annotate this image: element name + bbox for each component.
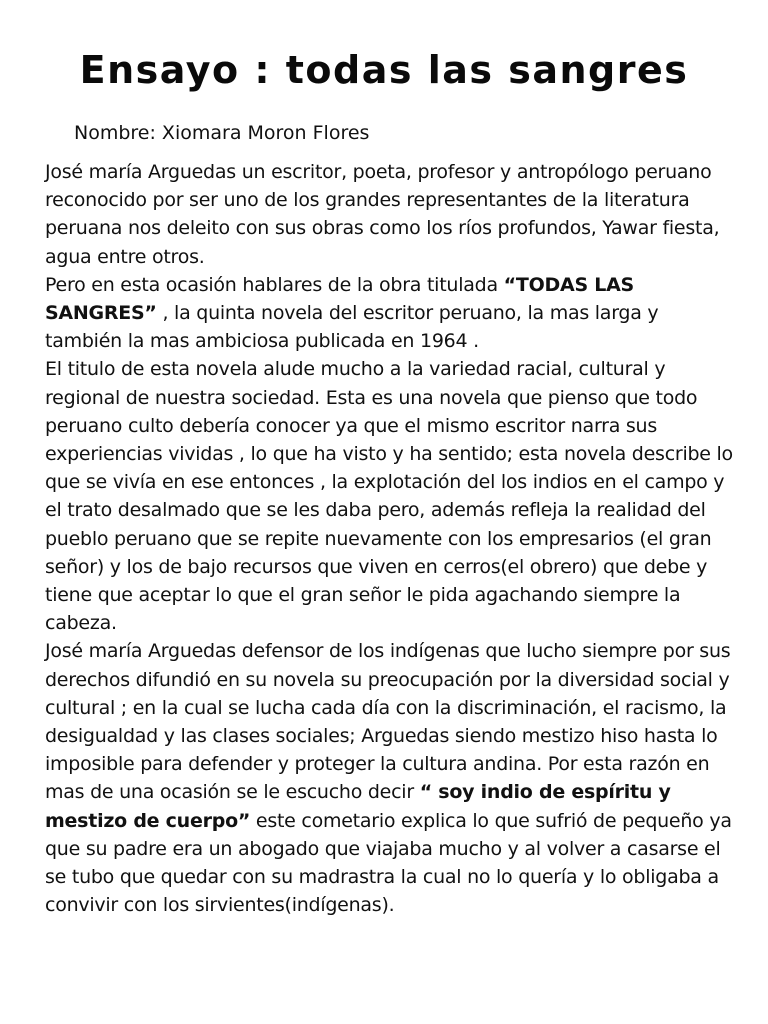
paragraph-2-text-after: , la quinta novela del escritor peruano, la mas larga y también la mas ambiciosa publicada en 1964 . [45,302,659,353]
paragraph-2-text-before: Pero en esta ocasión hablares de la obra titulada [45,273,504,296]
author-line: Nombre: Xiomara Moron Flores [74,122,370,144]
essay-title: Ensayo : todas las sangres [79,48,689,92]
paragraph-2 [45,271,735,356]
work-title-quote: “TODAS LAS SANGRES” [45,273,634,325]
paragraph-1: José maría Arguedas un escritor, poeta, profesor y antropólogo peruano reconocido por ser uno de los grandes representantes de la literatura peruana nos deleito con sus obras como los ríos profundos, Yawar fiesta, agua entre otros. [45,161,720,268]
essay-body [45,158,735,919]
paragraph-3: El titulo de esta novela alude mucho a la variedad racial, cultural y regional de nuestra sociedad. Esta es una novela que pienso que todo peruano culto debería conocer ya que el mismo escritor narra sus experiencias vividas , lo que ha visto y ha sentido; esta novela describe lo que se vivía en ese entonces , la explotación del los indios en el campo y el trato desalmado que se les daba pero, además refleja la realidad del pueblo peruano que se repite nuevamente con los empresarios (el gran señor) y los de bajo recursos que viven en cerros(el obrero) que debe y tiene que aceptar lo que el gran señor le pida agachando siempre la cabeza. [45,358,733,635]
arguedas-quote: “ soy indio de espíritu y mestizo de cuerpo” [45,781,671,832]
paragraph-4-text-after: este cometario explica lo que sufrió de pequeño ya que su padre era un abogado que viajaba mucho y al volver a casarse el se tubo que quedar con su madrastra la cual no lo quería y lo obligaba a convivir con los sirvientes(indígenas). [45,809,732,917]
paragraph-4 [45,637,735,919]
paragraph-4-text-before: José maría Arguedas defensor de los indígenas que lucho siempre por sus derechos difundió en su novela su preocupación por la diversidad social y cultural ; en la cual se lucha cada día con la discriminación, el racismo, la desigualdad y las clases sociales; Arguedas siendo mestizo hiso hasta lo imposible para defender y proteger la cultura andina. Por esta razón en mas de una ocasión se le escucho decir [45,640,731,804]
